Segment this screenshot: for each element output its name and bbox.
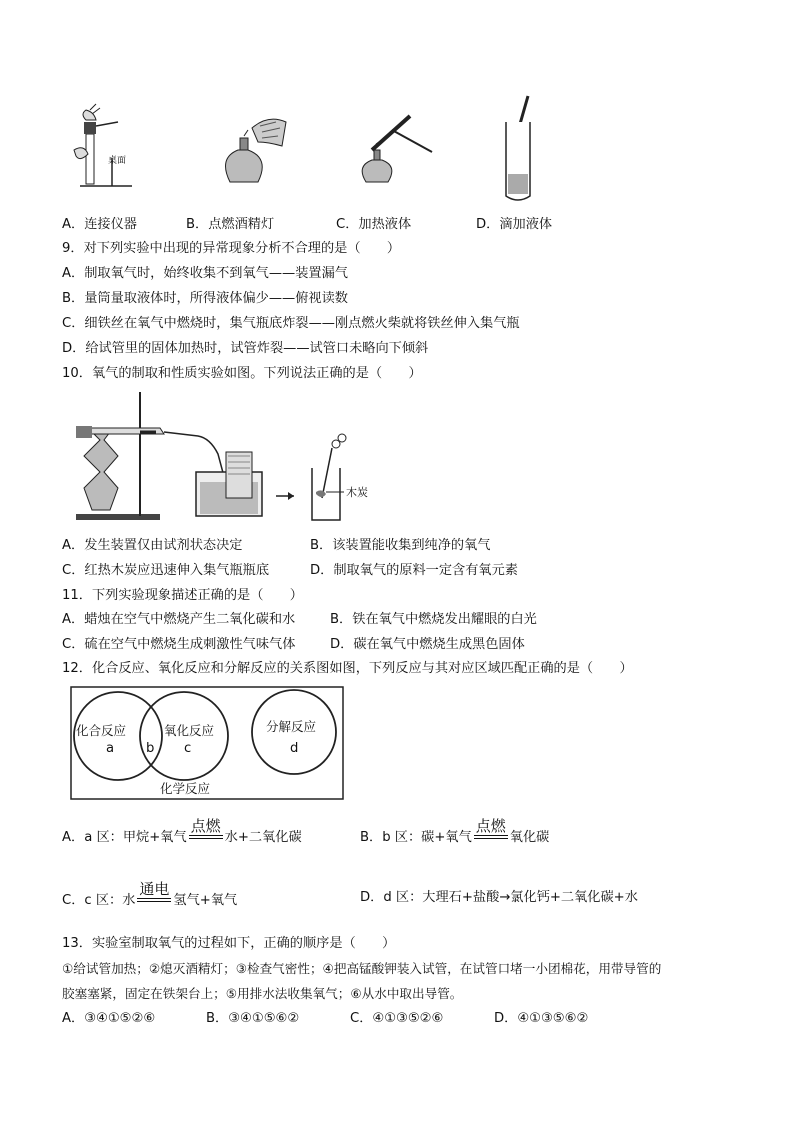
q8-option-c: C．加热液体 — [336, 217, 412, 232]
oxidation-reaction-label: 氧化反应 — [164, 723, 215, 738]
q10-stem: 10．氧气的制取和性质实验如图。下列说法正确的是（ ） — [62, 366, 422, 381]
q12-option-b: B．b 区：碳+氧气 点燃 氧化碳 — [360, 817, 550, 845]
region-c-label: c — [184, 741, 192, 756]
combination-reaction-label: 化合反应 — [76, 723, 127, 738]
q8-option-d: D．滴加液体 — [476, 217, 553, 232]
region-d-label: d — [290, 741, 299, 756]
q11-option-c: C．硫在空气中燃烧生成刺激性气味气体 — [62, 637, 296, 652]
region-a-label: a — [106, 741, 115, 756]
q12-option-a: A．a 区：甲烷+氧气 点燃 水+二氧化碳 — [62, 817, 302, 845]
q11-option-d: D．碳在氧气中燃烧生成黑色固体 — [330, 637, 525, 652]
q13-steps-line1: ①给试管加热；②熄灭酒精灯；③检查气密性；④把高锰酸钾装入试管，在试管口堵一小团棉花，用带导管的 — [62, 961, 662, 976]
oxygen-apparatus-figure — [70, 388, 370, 524]
q13-option-b: B．③④①⑤⑥② — [206, 1011, 300, 1026]
q8-option-a: A．连接仪器 — [62, 217, 137, 232]
q13-option-c: C．④①③⑤②⑥ — [350, 1011, 444, 1026]
q12-stem: 12．化合反应、氧化反应和分解反应的关系图如图，下列反应与其对应区域匹配正确的是（ ） — [62, 661, 633, 676]
q9-stem: 9．对下列实验中出现的异常现象分析不合理的是（ ） — [62, 241, 401, 256]
chemical-reaction-label: 化学反应 — [160, 781, 211, 796]
q13-option-a: A．③④①⑤②⑥ — [62, 1011, 156, 1026]
q13-steps-line2: 胶塞塞紧，固定在铁架台上；⑤用排水法收集氧气；⑥从水中取出导管。 — [62, 986, 463, 1001]
q8-option-b: B．点燃酒精灯 — [186, 217, 275, 232]
q9-option-c: C．细铁丝在氧气中燃烧时，集气瓶底炸裂——刚点燃火柴就将铁丝伸入集气瓶 — [62, 316, 520, 331]
charcoal-label: 木炭 — [346, 486, 368, 499]
q9-option-d: D．给试管里的固体加热时，试管炸裂——试管口未略向下倾斜 — [62, 341, 429, 356]
q9-option-a: A．制取氧气时，始终收集不到氧气——装置漏气 — [62, 266, 348, 281]
q11-stem: 11．下列实验现象描述正确的是（ ） — [62, 588, 303, 603]
q10-option-a: A．发生装置仅由试剂状态决定 — [62, 538, 243, 553]
dropping-liquid-figure — [498, 92, 542, 204]
q11-option-a: A．蜡烛在空气中燃烧产生二氧化碳和水 — [62, 612, 296, 627]
q10-option-c: C．红热木炭应迅速伸入集气瓶瓶底 — [62, 563, 270, 578]
alcohol-lamp-figure — [212, 108, 292, 188]
decomposition-reaction-label: 分解反应 — [266, 719, 317, 734]
q12-option-c: C．c 区：水 通电 氢气+氧气 — [62, 880, 238, 908]
region-b-label: b — [146, 741, 155, 756]
q13-option-d: D．④①③⑤⑥② — [494, 1011, 589, 1026]
q10-option-d: D．制取氧气的原料一定含有氧元素 — [310, 563, 518, 578]
q13-stem: 13．实验室制取氧气的过程如下，正确的顺序是（ ） — [62, 936, 396, 951]
q9-option-b: B．量筒量取液体时，所得液体偏少——俯视读数 — [62, 291, 348, 306]
q11-option-b: B．铁在氧气中燃烧发出耀眼的白光 — [330, 612, 537, 627]
heating-liquid-figure — [352, 108, 442, 188]
connect-instrument-figure — [66, 100, 136, 192]
q12-option-d: D．d 区：大理石+盐酸→氯化钙+二氧化碳+水 — [360, 890, 638, 905]
desk-label: 桌面 — [108, 156, 127, 166]
q10-option-b: B．该装置能收集到纯净的氧气 — [310, 538, 491, 553]
